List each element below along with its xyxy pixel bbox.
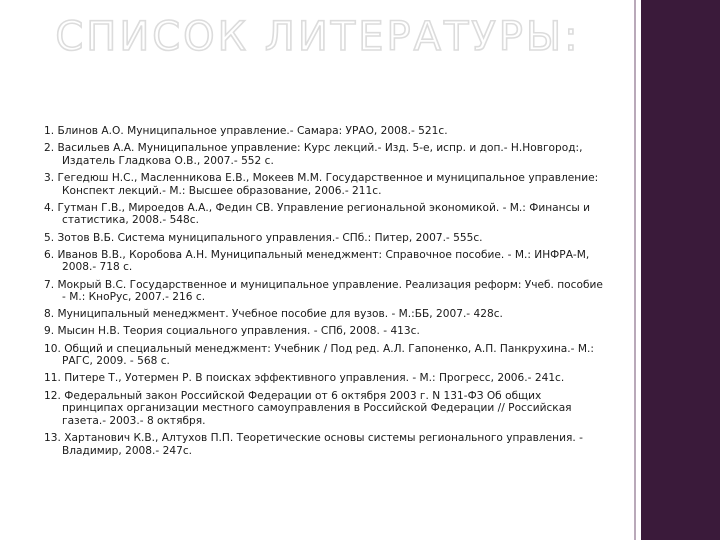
slide-title — [0, 6, 636, 62]
reference-item: 5. Зотов В.Б. Система муниципального управления.- СПб.: Питер, 2007.- 555с. — [44, 231, 483, 244]
reference-item: 7. Мокрый В.С. Государственное и муниципальное управление. Реализация реформ: Учеб. пособие - М.: КноРус, 2007.- 216 с. — [44, 278, 603, 304]
side-panel — [641, 0, 720, 540]
reference-list — [44, 125, 604, 462]
title-graphic — [0, 6, 636, 62]
reference-item: 4. Гутман Г.В., Мироедов А.А., Федин СВ. Управление региональной экономикой. - М.: Финансы и статистика, 2008.- 548с. — [44, 201, 591, 227]
reference-item: 8. Муниципальный менеджмент. Учебное пособие для вузов. - М.:ББ, 2007.- 428с. — [44, 308, 503, 321]
reference-item: 11. Питере Т., Уотермен Р. В поисках эффективного управления. - М.: Прогресс, 2006.- 241с. — [44, 372, 565, 385]
reference-item: 9. Мысин Н.В. Теория социального управления. - СПб, 2008. - 413с. — [44, 325, 420, 338]
side-divider — [634, 0, 636, 540]
reference-item: 12. Федеральный закон Российской Федерации от 6 октября 2003 г. N 131-ФЗ Об общих принципах организации местного самоуправления в Российской Федерации // Российская газета.- 2003.- 8 октября. — [44, 389, 572, 427]
reference-item: 3. Гегедюш Н.С., Масленникова Е.В., Мокеев М.М. Государственное и муниципальное управление: Конспект лекций.- М.: Высшее образование, 2006.- 211с. — [44, 171, 599, 197]
reference-item: 1. Блинов А.О. Муниципальное управление.- Самара: УРАО, 2008.- 521с. — [44, 125, 448, 137]
reference-item: 13. Хартанович К.В., Алтухов П.П. Теоретические основы системы регионального управления. - Владимир, 2008.- 247с. — [44, 432, 583, 457]
reference-item: 6. Иванов В.В., Коробова А.Н. Муниципальный менеджмент: Справочное пособие. - М.: ИНФРА-М, 2008.- 718 с. — [44, 248, 590, 274]
reference-item: 10. Общий и специальный менеджмент: Учебник / Под ред. А.Л. Гапоненко, А.П. Панкрухина.- М.: РАГС, 2009. - 568 с. — [44, 342, 594, 368]
reference-item: 2. Васильев А.А. Муниципальное управление: Курс лекций.- Изд. 5-е, испр. и доп.- Н.Новгород:, Издатель Гладкова О.В., 2007.- 552 с. — [44, 142, 583, 167]
title-text: СПИСОК ЛИТЕРАТУРЫ: — [55, 14, 581, 60]
